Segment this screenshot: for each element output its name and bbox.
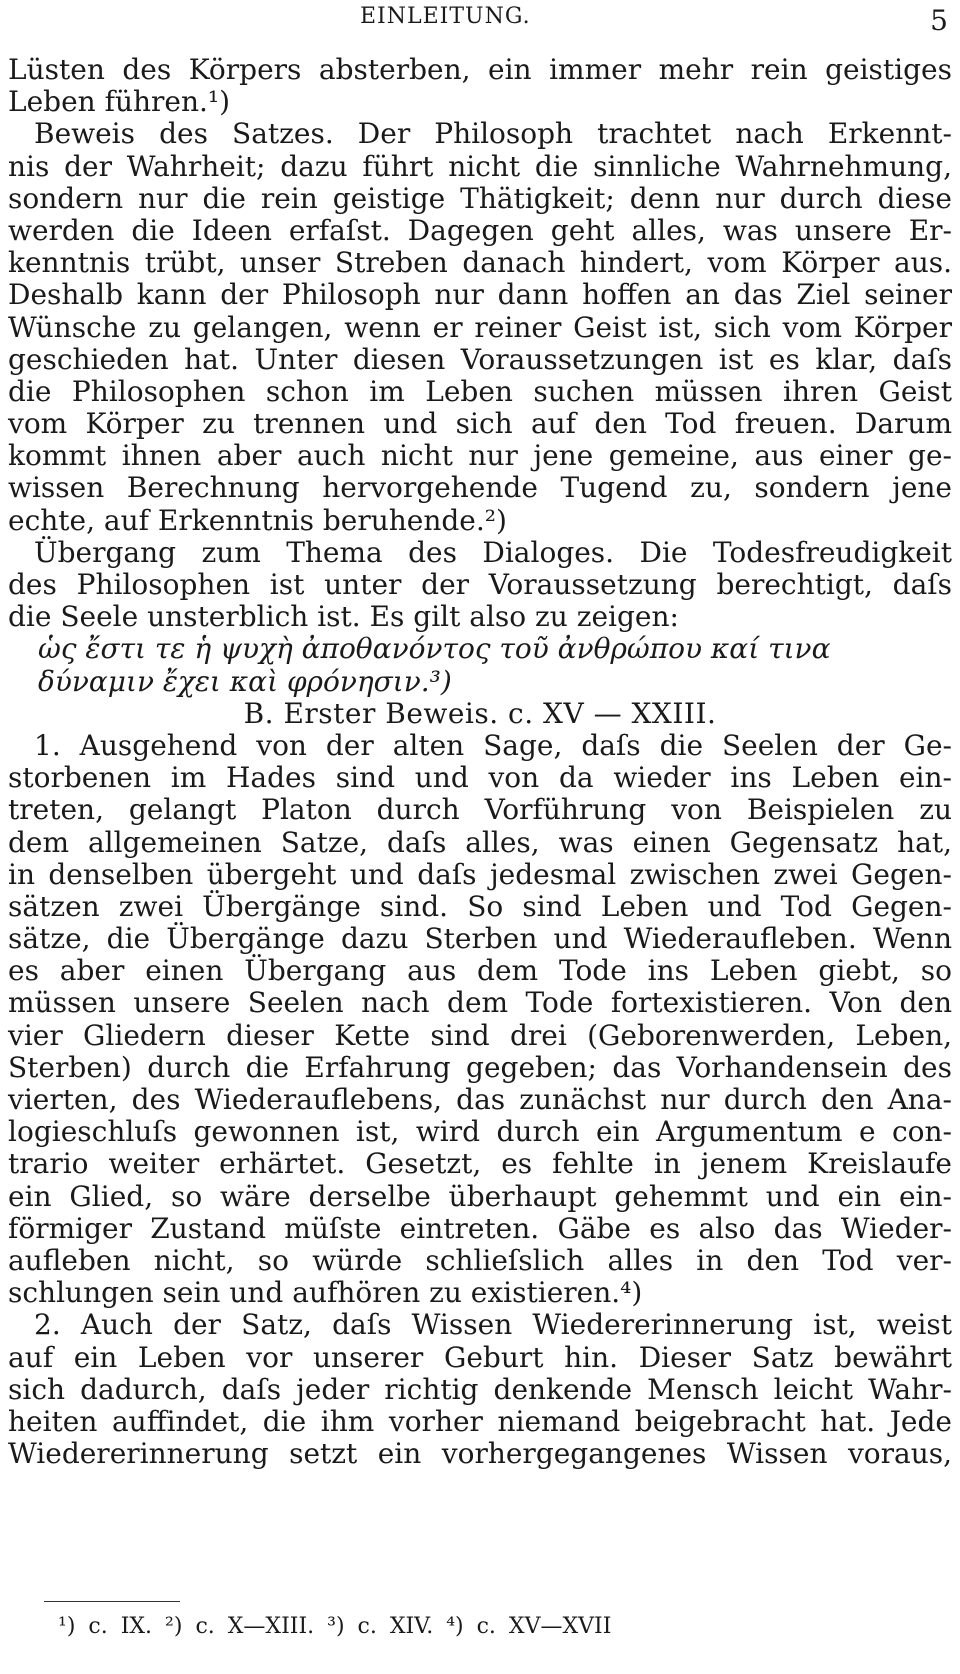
text-line: vier Gliedern dieser Kette sind drei (Geborenwerden, Leben, [8, 1018, 952, 1052]
page-number: 5 [930, 4, 948, 37]
text-line: die Philosophen schon im Leben suchen müssen ihren Geist [8, 374, 952, 408]
footnotes [44, 1601, 924, 1639]
text-line: geschieden hat. Unter diesen Voraussetzungen ist es klar, daſs [8, 342, 952, 376]
text-line: die Seele unsterblich ist. Es gilt also zu zeigen: [8, 600, 679, 634]
body-text [8, 54, 952, 1470]
text-line: auf ein Leben vor unserer Geburt hin. Dieser Satz bewährt [8, 1340, 952, 1374]
text-line: sätze, die Übergänge dazu Sterben und Wiederaufleben. Wenn [8, 922, 952, 956]
text-line: Lüsten des Körpers absterben, ein immer mehr rein geistiges [8, 53, 952, 86]
text-line: 2. Auch der Satz, daſs Wissen Wiedererinnerung ist, weist [34, 1308, 952, 1342]
running-title: EINLEITUNG. [360, 4, 531, 29]
text-line: Leben führen.¹) [8, 85, 231, 119]
text-line: aufleben nicht, so würde schlieſslich alles in den Tod ver- [8, 1243, 952, 1277]
text-line: Übergang zum Thema des Dialoges. Die Todesfreudigkeit [34, 535, 952, 569]
text-line: vierten, des Wiederauflebens, das zunächst nur durch den Ana- [8, 1083, 952, 1116]
greek-quote-line: ὡς ἔστι τε ἡ ψυχὴ ἀποθανόντος τοῦ ἀνθρώπου καί τινα [38, 632, 831, 666]
text-line: trario weiter erhärtet. Gesetzt, es fehlte in jenem Kreislaufe [8, 1147, 952, 1181]
text-line: kenntnis trübt, unser Streben danach hindert, vom Körper aus. [8, 246, 952, 280]
text-line: heiten auffindet, die ihm vorher niemand beigebracht hat. Jede [8, 1404, 952, 1438]
text-line: Deshalb kann der Philosoph nur dann hoffen an das Ziel seiner [8, 278, 952, 312]
text-line: treten, gelangt Platon durch Vorführung von Beispielen zu [8, 793, 952, 827]
text-line: sätzen zwei Übergänge sind. So sind Leben und Tod Gegen- [8, 889, 952, 923]
text-line: schlungen sein und aufhören zu existieren.⁴) [8, 1276, 643, 1310]
section-heading: B. Erster Beweis. c. XV — XXIII. [243, 696, 717, 730]
text-line: Sterben) durch die Erfahrung gegeben; das Vorhandensein des [8, 1050, 952, 1084]
text-line: dem allgemeinen Satze, daſs alles, was einen Gegensatz hat, [8, 825, 952, 859]
text-line: Wünsche zu gelangen, wenn er reiner Geist ist, sich vom Körper [8, 310, 952, 344]
text-line: Wiedererinnerung setzt ein vorhergegangenes Wissen voraus, [8, 1437, 952, 1471]
footnote-rule [44, 1601, 180, 1602]
running-head [0, 4, 960, 36]
text-line: es aber einen Übergang aus dem Tode ins Leben giebt, so [8, 954, 952, 988]
greek-quote-line: δύναμιν ἔχει καὶ φρόνησιν.³) [38, 664, 452, 698]
text-line: 1. Ausgehend von der alten Sage, daſs die Seelen der Ge- [34, 728, 952, 762]
text-line: Beweis des Satzes. Der Philosoph trachtet nach Erkennt- [34, 117, 952, 151]
text-line: echte, auf Erkenntnis beruhende.²) [8, 503, 507, 537]
text-line: logieschluſs gewonnen ist, wird durch ein Argumentum e con- [8, 1115, 952, 1149]
text-line: förmiger Zustand müſste eintreten. Gäbe es also das Wieder- [8, 1211, 952, 1245]
text-line: des Philosophen ist unter der Voraussetzung berechtigt, daſs [8, 568, 952, 601]
text-line: ein Glied, so wäre derselbe überhaupt gehemmt und ein ein- [8, 1179, 952, 1213]
text-line: werden die Ideen erfaſst. Dagegen geht alles, was unsere Er- [8, 213, 952, 247]
footnote-references: ¹) c. IX. ²) c. X—XIII. ³) c. XIV. ⁴) c. XV—XVII [58, 1614, 612, 1639]
text-line: sondern nur die rein geistige Thätigkeit; denn nur durch diese [8, 181, 952, 215]
text-line: nis der Wahrheit; dazu führt nicht die sinnliche Wahrnehmung, [8, 149, 952, 183]
text-line: storbenen im Hades sind und von da wieder ins Leben ein- [8, 761, 952, 795]
text-line: müssen unsere Seelen nach dem Tode fortexistieren. Von den [8, 986, 952, 1020]
text-line: sich dadurch, daſs jeder richtig denkende Mensch leicht Wahr- [8, 1372, 952, 1406]
text-line: vom Körper zu trennen und sich auf den Tod freuen. Darum [8, 407, 952, 441]
text-line: in denselben übergeht und daſs jedesmal zwischen zwei Gegen- [8, 857, 952, 891]
text-line: wissen Berechnung hervorgehende Tugend zu, sondern jene [8, 471, 952, 505]
text-line: kommt ihnen aber auch nicht nur jene gemeine, aus einer ge- [8, 439, 952, 473]
